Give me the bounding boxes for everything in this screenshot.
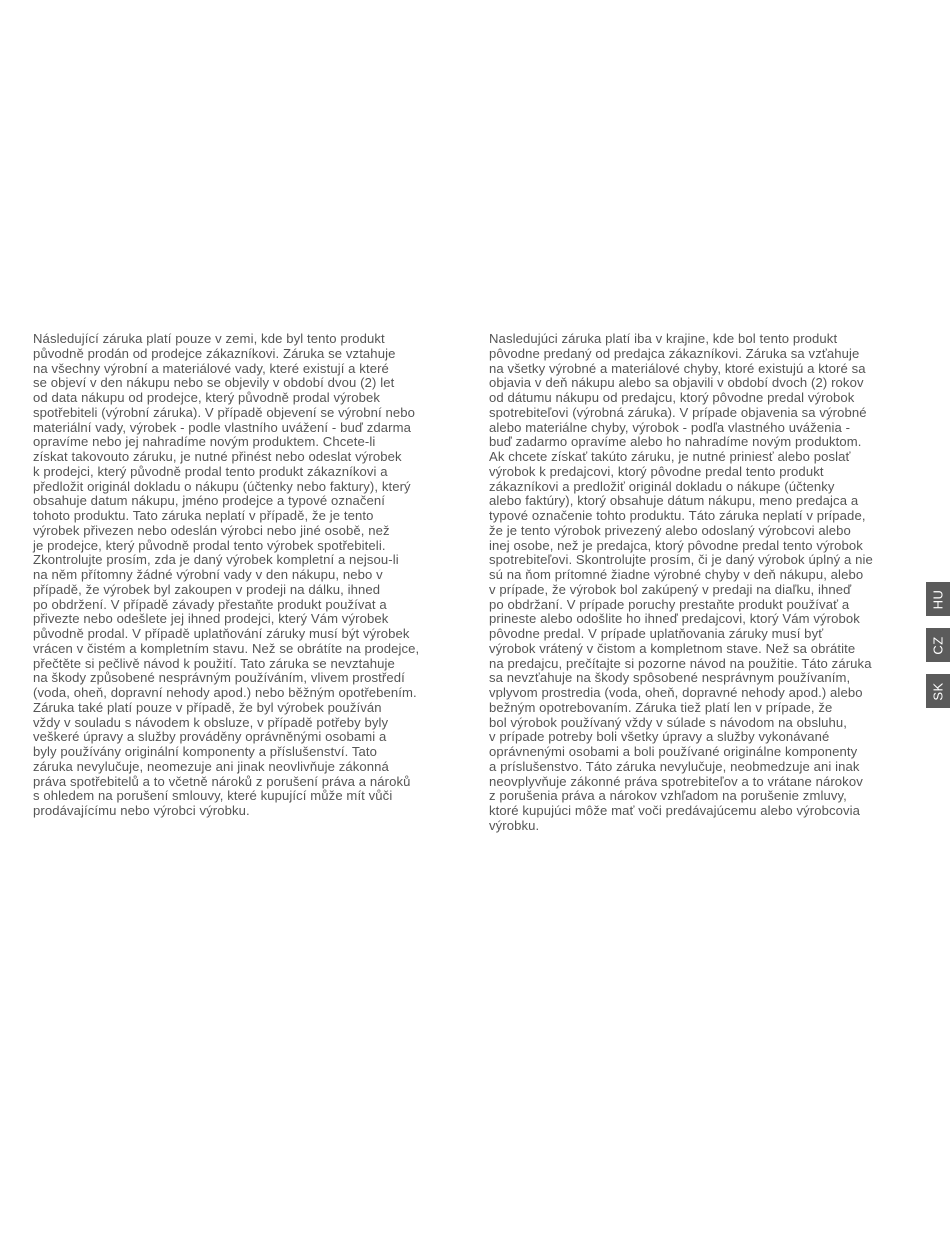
warranty-cz-line: spotřebiteli (výrobní záruka). V případě objevení se výrobní nebo bbox=[33, 404, 416, 420]
warranty-sk-line: typové označenie tohto produktu. Táto záruka neplatí v prípade, bbox=[489, 508, 866, 523]
warranty-cz-line: přivezte nebo odešlete jej ihned prodejci, který Vám výrobek bbox=[33, 611, 389, 627]
tab-hu[interactable] bbox=[926, 582, 950, 616]
warranty-sk-line: prineste alebo odošlite ho ihneď predajcovi, ktorý Vám výrobok bbox=[489, 611, 860, 627]
warranty-sk-line: sa nevzťahuje na škody spôsobené nesprávnym používaním, bbox=[489, 670, 851, 686]
warranty-cz-line: předložit originál dokladu o nákupu (účtenky nebo faktury), který bbox=[33, 478, 411, 494]
warranty-sk-line: ktoré kupujúci môže mať voči predávajúcemu alebo výrobcovia bbox=[489, 803, 861, 818]
warranty-cz-line: veškeré úpravy a služby prováděny oprávněnými osobami a bbox=[33, 729, 387, 745]
warranty-cz-line: práva spotřebitelů a to včetně nároků z porušení práva a nároků bbox=[33, 773, 411, 789]
warranty-cz-line: případě, že výrobek byl zakoupen v prodeji na dálku, ihned bbox=[33, 581, 381, 597]
warranty-cz-line: na škody způsobené nesprávným používáním, vlivem prostředí bbox=[33, 670, 405, 686]
warranty-sk-line: po obdržaní. V prípade poruchy prestaňte produkt používať a bbox=[489, 596, 850, 612]
warranty-sk-line: sú na ňom prítomné žiadne výrobné chyby v deň nákupu, alebo bbox=[489, 567, 864, 582]
warranty-sk-line: inej osobe, než je predajca, ktorý pôvodne predal tento výrobok bbox=[489, 537, 863, 553]
warranty-cz-line: na všechny výrobní a materiálové vady, které existují a které bbox=[33, 360, 389, 376]
warranty-cz-line: záruka nevylučuje, neomezuje ani jinak neovlivňuje zákonná bbox=[33, 758, 389, 774]
warranty-cz-line: (voda, oheň, dopravní nehody apod.) nebo běžným opotřebením. bbox=[33, 685, 417, 700]
warranty-sk-line: výrobku. bbox=[489, 817, 540, 833]
warranty-cz-line: obsahuje datum nákupu, jméno prodejce a typové označení bbox=[33, 493, 385, 509]
warranty-sk-line: bol výrobok používaný vždy v súlade s návodom na obsluhu, bbox=[489, 714, 847, 730]
warranty-cz-line: k prodejci, který původně prodal tento produkt zákazníkovi a bbox=[33, 463, 388, 479]
warranty-sk-line: spotrebiteľovi (výrobná záruka). V prípade objavenia sa výrobné bbox=[489, 404, 867, 420]
warranty-cz-line: vždy v souladu s návodem k obsluze, v případě potřeby byly bbox=[33, 714, 389, 730]
tab-sk[interactable] bbox=[926, 674, 950, 708]
warranty-cz-line: Záruka také platí pouze v případě, že byl výrobek používán bbox=[33, 699, 382, 715]
warranty-sk-line: spotrebiteľovi. Skontrolujte prosím, či je daný výrobok úplný a nie bbox=[489, 552, 873, 568]
warranty-sk-line: že je tento výrobok privezený alebo odoslaný výrobcovi alebo bbox=[489, 522, 851, 538]
warranty-sk-line: Nasledujúci záruka platí iba v krajine, kde bol tento produkt bbox=[489, 331, 838, 346]
warranty-cz-line: byly používány originální komponenty a příslušenství. Tato bbox=[33, 744, 377, 759]
tab-cz[interactable] bbox=[926, 628, 950, 662]
tab-cz-label: CZ bbox=[930, 635, 946, 655]
warranty-cz-line: přečtěte si pečlivě návod k použití. Tato záruka se nevztahuje bbox=[33, 655, 395, 671]
warranty-cz-line: původně prodal. V případě uplatňování záruky musí být výrobek bbox=[33, 626, 410, 641]
warranty-sk-line: a príslušenstvo. Táto záruka nevylučuje, neobmedzuje ani inak bbox=[489, 758, 860, 774]
warranty-cz-line: vrácen v čistém a kompletním stavu. Než se obrátíte na prodejce, bbox=[33, 640, 420, 656]
warranty-sk-line: pôvodne predal. V prípade uplatňovania záruky musí byť bbox=[489, 626, 824, 641]
warranty-sk-line: od dátumu nákupu od predajcu, ktorý pôvodne predal výrobok bbox=[489, 390, 855, 405]
warranty-sk-line: zákazníkovi a predložiť originál dokladu o nákupe (účtenky bbox=[489, 478, 835, 494]
tab-sk-label: SK bbox=[930, 681, 946, 701]
warranty-sk-line: vplyvom prostredia (voda, oheň, dopravné nehody apod.) alebo bbox=[489, 685, 863, 700]
warranty-sk-line: v prípade potreby boli všetky úpravy a služby vykonávané bbox=[489, 729, 830, 745]
warranty-cz-line: Zkontrolujte prosím, zda je daný výrobek kompletní a nejsou-li bbox=[33, 552, 399, 568]
warranty-sk-line: alebo materiálne chyby, výrobok - podľa vlastného uváženia - bbox=[489, 419, 851, 435]
tab-hu-label: HU bbox=[930, 589, 946, 609]
warranty-cz-line: na něm přítomny žádné výrobní vady v den nákupu, nebo v bbox=[33, 567, 383, 582]
warranty-text-cz bbox=[33, 332, 463, 819]
warranty-sk-line: buď zadarmo opravíme alebo ho nahradíme novým produktom. bbox=[489, 434, 862, 450]
warranty-cz-line: tohoto produktu. Tato záruka neplatí v případě, že je tento bbox=[33, 508, 374, 523]
warranty-sk-line: oprávnenými osobami a boli používané originálne komponenty bbox=[489, 744, 858, 759]
warranty-sk-line: bežným opotrebovaním. Záruka tiež platí len v prípade, že bbox=[489, 699, 833, 715]
warranty-sk-line: neovplyvňuje zákonné práva spotrebiteľov a to vrátane nárokov bbox=[489, 773, 863, 789]
warranty-sk-line: pôvodne predaný od predajca zákazníkovi. Záruka sa vzťahuje bbox=[489, 345, 860, 361]
warranty-cz-line: původně prodán od prodejce zákazníkovi. Záruka se vztahuje bbox=[33, 345, 396, 361]
warranty-cz-line: se objeví v den nákupu nebo se objevily v období dvou (2) let bbox=[33, 375, 395, 391]
warranty-cz-line: získat takovouto záruku, je nutné přinést nebo odeslat výrobek bbox=[33, 449, 402, 464]
warranty-cz-line: výrobek přivezen nebo odeslán výrobci nebo jiné osobě, než bbox=[33, 522, 390, 538]
warranty-sk-line: na všetky výrobné a materiálové chyby, ktoré existujú a ktoré sa bbox=[489, 360, 866, 376]
warranty-cz-line: od data nákupu od prodejce, který původně prodal výrobek bbox=[33, 390, 380, 405]
warranty-cz-line: po obdržení. V případě závady přestaňte produkt používat a bbox=[33, 596, 387, 612]
warranty-cz-line: s ohledem na porušení smlouvy, které kupující může mít vůči bbox=[33, 788, 393, 804]
warranty-cz-line: Následující záruka platí pouze v zemi, kde byl tento produkt bbox=[33, 331, 385, 346]
warranty-cz-line: prodávajícímu nebo výrobci výrobku. bbox=[33, 803, 250, 818]
warranty-text-sk bbox=[489, 332, 919, 834]
warranty-cz-line: je prodejce, který původně prodal tento výrobek spotřebiteli. bbox=[33, 537, 386, 553]
warranty-sk-line: výrobok vrátený v čistom a kompletnom stave. Než sa obrátite bbox=[489, 640, 856, 656]
warranty-cz-line: opravíme nebo jej nahradíme novým produktem. Chcete-li bbox=[33, 434, 376, 450]
warranty-sk-line: v prípade, že výrobok bol zakúpený v predaji na diaľku, ihneď bbox=[489, 581, 852, 597]
warranty-sk-line: objavia v deň nákupu alebo sa objavili v období dvoch (2) rokov bbox=[489, 375, 864, 391]
warranty-cz-line: materiální vady, výrobek - podle vlastního uvážení - buď zdarma bbox=[33, 419, 412, 435]
warranty-sk-line: na predajcu, prečítajte si pozorne návod na použitie. Táto záruka bbox=[489, 655, 872, 671]
warranty-sk-line: Ak chcete získať takúto záruku, je nutné priniesť alebo poslať bbox=[489, 449, 851, 464]
warranty-sk-line: z porušenia práva a nárokov vzhľadom na porušenie zmluvy, bbox=[489, 788, 847, 804]
warranty-sk-line: alebo faktúry), ktorý obsahuje dátum nákupu, meno predajca a bbox=[489, 493, 859, 509]
language-tabs bbox=[926, 582, 950, 720]
warranty-sk-line: výrobok k predajcovi, ktorý pôvodne predal tento produkt bbox=[489, 463, 824, 479]
